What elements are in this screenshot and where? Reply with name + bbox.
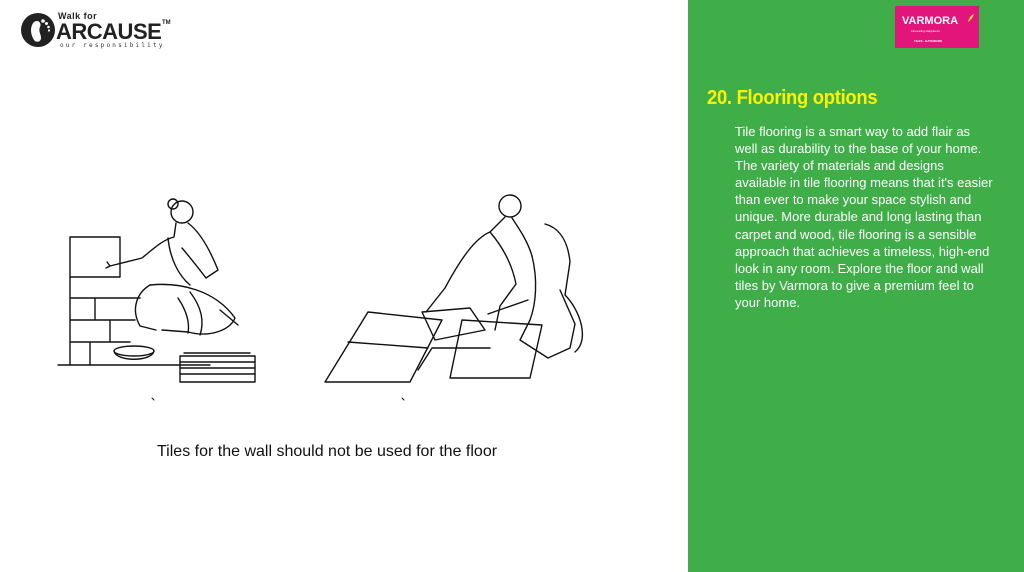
- varmora-name: VARMORA: [902, 15, 959, 27]
- floor-tiling-sketch: [325, 195, 582, 382]
- varmora-category: TILES · BATHWARE: [914, 39, 943, 43]
- illustration-caption: Tiles for the wall should not be used for the floor: [157, 443, 498, 460]
- footprint-icon: [20, 12, 56, 48]
- arcause-logo: [20, 10, 180, 52]
- wall-tiling-sketch: [58, 199, 255, 382]
- varmora-logo: [895, 6, 979, 48]
- logo-tagline: our responsibility: [60, 42, 165, 49]
- varmora-subtitle: Innovating Happiness: [911, 29, 940, 33]
- logo-brand: ARCAUSE: [56, 19, 162, 44]
- slide-body: Tile flooring is a smart way to add flair as well as durability to the base of your home. The variety of materials and designs available in tile flooring means that it's easier than ever to make your space stylish and unique. More durable and long lasting than carpet and wood, tile flooring is a sensible approach that achieves a timeless, high-end look in any room. Explore the floor and wall tiles by Varmora to give a premium feel to your home.: [735, 124, 993, 310]
- leaf-icon: [967, 13, 975, 23]
- slide-title: 20. Flooring options: [707, 87, 878, 109]
- info-panel: [688, 0, 1024, 572]
- logo-walk-for: Walk for: [58, 11, 98, 21]
- logo-trademark: TM: [162, 20, 171, 26]
- tiling-illustration: [50, 180, 610, 410]
